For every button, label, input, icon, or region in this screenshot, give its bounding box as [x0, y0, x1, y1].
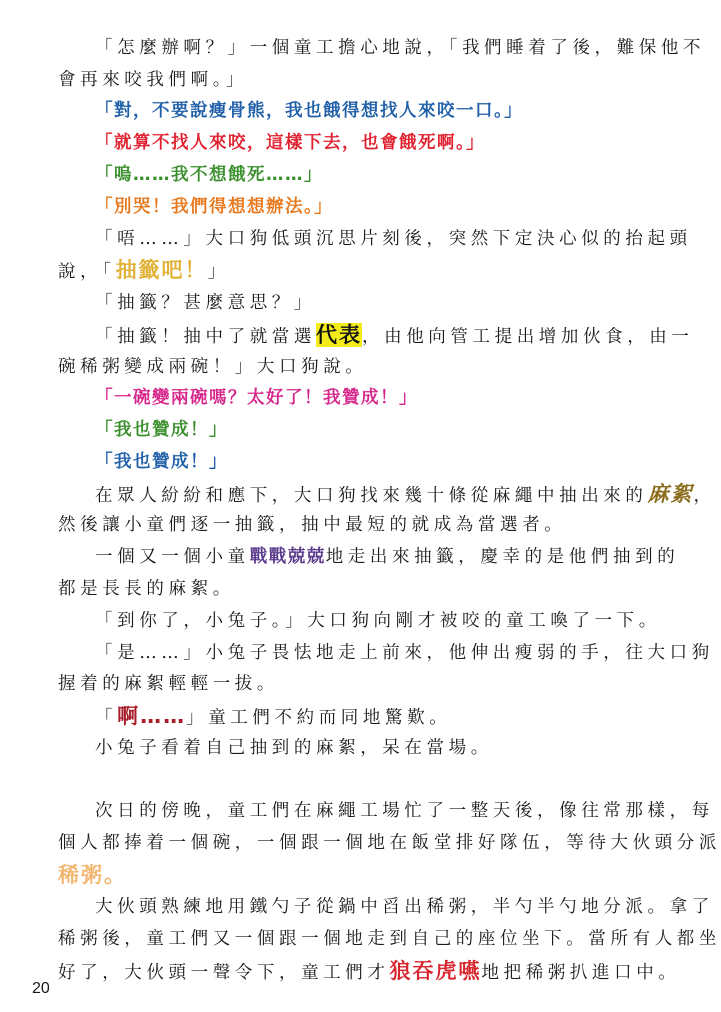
- emphasis-wolf-down: 狼吞虎嚥: [389, 959, 482, 983]
- text-line: 「到你了，小兔子。」大口狗向剛才被咬的童工喚了一下。: [95, 611, 661, 631]
- dialogue-blue: 「我也贊成！」: [95, 452, 228, 472]
- emphasis-representative: 代表: [316, 323, 362, 347]
- emphasis-draw-lots: 抽籤吧！: [115, 258, 208, 282]
- dialogue-magenta: 「一碗變兩碗嗎？太好了！我贊成！」: [95, 388, 418, 408]
- text-line: 「是……」小兔子畏怯地走上前來，他伸出瘦弱的手，往大口狗: [95, 643, 714, 663]
- text-segment: 「: [95, 708, 118, 728]
- text-line: [95, 324, 694, 348]
- emphasis-porridge: 稀粥。: [58, 863, 127, 887]
- text-line: [58, 259, 230, 283]
- text-line: 「唔……」大口狗低頭沉思片刻後，突然下定決心似的抬起頭: [95, 229, 692, 249]
- text-segment: 好了，大伙頭一聲令下，童工們才: [58, 963, 390, 983]
- text-line: 「怎麼辦啊？」一個童工擔心地說，「我們睡着了後，難保他不: [95, 38, 706, 58]
- text-line: 握着的麻絮輕輕一拔。: [58, 674, 279, 694]
- text-line: 次日的傍晚，童工們在麻繩工場忙了一整天後，像往常那樣，每: [95, 801, 714, 821]
- text-line: 個人都捧着一個碗，一個跟一個地在飯堂排好隊伍，等待大伙頭分派: [58, 833, 721, 853]
- dialogue-green: 「我也贊成！」: [95, 420, 228, 440]
- text-line: 小兔子看着自己抽到的麻絮，呆在當場。: [95, 738, 493, 758]
- text-line: 然後讓小童們逐一抽籤，抽中最短的就成為當選者。: [58, 515, 567, 535]
- text-line: 「抽籤？甚麼意思？」: [95, 293, 316, 313]
- text-line: 大伙頭熟練地用鐵勺子從鍋中舀出稀粥，半勺半勺地分派。拿了: [95, 897, 714, 917]
- emphasis-hemp-fibre: 麻絮: [647, 482, 694, 506]
- dialogue-green: 「嗚……我不想餓死……」: [95, 165, 323, 185]
- text-segment: ，由他向管工提出增加伙食，由一: [362, 327, 694, 347]
- dialogue-orange: 「別哭！我們得想想辦法。」: [95, 197, 334, 217]
- text-segment: 說，「: [58, 262, 116, 282]
- text-segment: 地把稀粥扒進口中。: [481, 963, 681, 983]
- text-segment: ，: [693, 486, 716, 506]
- dialogue-blue: 「對，不要說瘦骨熊，我也餓得想找人來咬一口。」: [95, 101, 524, 121]
- text-line: [58, 960, 680, 984]
- text-line: [95, 483, 716, 507]
- emphasis-trembling: 戰戰兢兢: [249, 547, 326, 567]
- text-line: 會再來咬我們啊。」: [58, 70, 249, 90]
- text-segment: 地走出來抽籤，慶幸的是他們抽到的: [325, 547, 680, 567]
- text-line: [58, 864, 127, 888]
- text-segment: 一個又一個小童: [95, 547, 250, 567]
- text-segment: 」: [207, 262, 230, 282]
- text-line: 碗稀粥變成兩碗！」大口狗說。: [58, 357, 368, 377]
- text-segment: 」童工們不約而同地驚歎。: [186, 708, 452, 728]
- emphasis-exclamation: 啊……: [117, 704, 187, 728]
- text-line: [95, 705, 451, 729]
- text-line: 都是長長的麻絮。: [58, 579, 235, 599]
- text-line: 稀粥後，童工們又一個跟一個地走到自己的座位坐下。當所有人都坐: [58, 929, 721, 949]
- text-segment: 在眾人紛紛和應下，大口狗找來幾十條從麻繩中抽出來的: [95, 486, 648, 506]
- dialogue-red: 「就算不找人來咬，這樣下去，也會餓死啊。」: [95, 133, 486, 153]
- text-segment: 「抽籤！抽中了就當選: [95, 327, 316, 347]
- text-line: [95, 546, 679, 568]
- page-number: 20: [32, 980, 50, 997]
